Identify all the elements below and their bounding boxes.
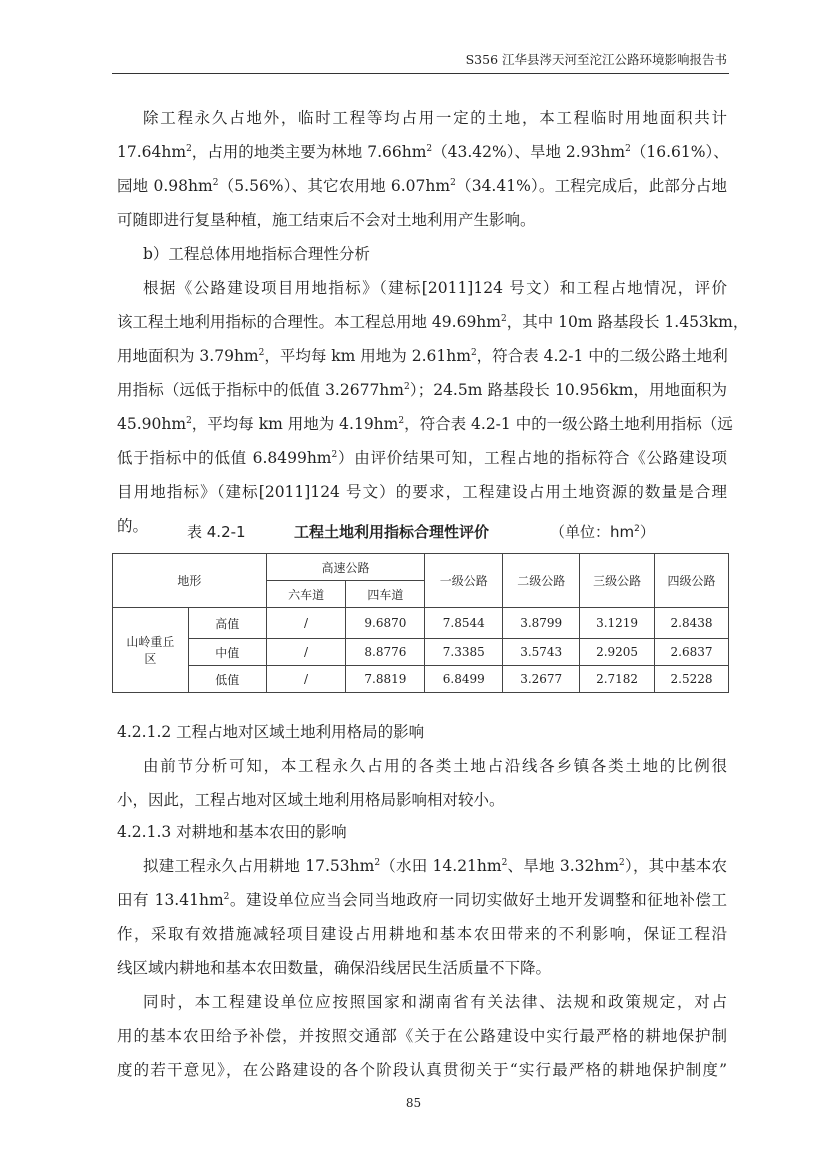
text-line [117, 890, 727, 910]
text-run: 用地面积为 3.79hm [117, 347, 259, 365]
row-label: 低值 [188, 666, 266, 693]
superscript: 2 [186, 144, 192, 154]
superscript: 2 [426, 144, 433, 154]
text-line [143, 108, 727, 128]
text-run: 45.90hm [117, 415, 187, 433]
text-run: 园地 0.98hm [117, 177, 213, 195]
superscript: 2 [625, 144, 631, 154]
cell: 2.7182 [580, 666, 655, 693]
cell: 3.2677 [503, 666, 580, 693]
text-run: ，平均每 km 用地为 4.19hm [191, 415, 399, 433]
header-six-lane: 六车道 [266, 581, 346, 608]
text-line [117, 176, 727, 196]
text-line [117, 482, 727, 502]
text-run: ，其中 10m 路基段长 1.453km， [506, 313, 749, 331]
cell: 3.5743 [503, 639, 580, 666]
text-line [117, 210, 727, 230]
text-run: 由前节分析可知，本工程永久占用的各类土地占沿线各乡镇各类土地的比例很 [143, 757, 727, 775]
cell: 3.1219 [580, 608, 655, 639]
cell: 6.8499 [425, 666, 503, 693]
text-run: 小，因此，工程占地对区域土地利用格局影响相对较小。 [117, 791, 505, 809]
text-run: ，占用的地类主要为林地 7.66hm [191, 143, 427, 161]
header-grade1: 一级公路 [425, 554, 503, 608]
text-run: 作，采取有效措施减轻项目建设占用耕地和基本农田带来的不利影响，保证工程沿 [117, 925, 727, 943]
cell: 8.8776 [346, 639, 425, 666]
text-line [117, 312, 749, 332]
cell: 2.9205 [580, 639, 655, 666]
text-run: 拟建工程永久占用耕地 17.53hm [143, 857, 375, 875]
page-number: 85 [405, 1096, 422, 1110]
text-run: 的。 [117, 517, 149, 535]
text-run: （34.41%）。工程完成后，此部分占地 [455, 177, 727, 195]
text-run: 。建设单位应当会同当地政府一同切实做好土地开发调整和征地补偿工 [229, 891, 727, 909]
table-title: 工程土地利用指标合理性评价 [294, 523, 490, 541]
text-line [143, 244, 727, 264]
row-label: 高值 [188, 608, 266, 639]
header-grade4: 四级公路 [655, 554, 729, 608]
superscript: 2 [212, 178, 219, 188]
text-line [117, 142, 727, 162]
header-terrain: 地形 [113, 554, 267, 608]
text-run: 线区域内耕地和基本农田数量，确保沿线居民生活质量不下降。 [117, 959, 552, 977]
row-label: 中值 [188, 639, 266, 666]
cell: 2.5228 [655, 666, 729, 693]
cell: 2.8438 [655, 608, 729, 639]
running-header: S356 江华县涔天河至沱江公路环境影响报告书 [465, 52, 727, 67]
header-expressway: 高速公路 [266, 554, 425, 581]
cell: 2.6837 [655, 639, 729, 666]
text-run: 用的基本农田给予补偿，并按照交通部《关于在公路建设中实行最严格的耕地保护制 [117, 1027, 727, 1045]
text-run: 目用地指标》（建标[2011]124 号文）的要求，工程建设占用土地资源的数量是合理 [117, 483, 727, 501]
text-line [117, 722, 727, 742]
superscript: 2 [374, 858, 381, 868]
text-run: 4.2.1.2 工程占地对区域土地利用格局的影响 [117, 723, 425, 741]
text-run: ，平均每 km 用地为 2.61hm [264, 347, 471, 365]
text-run: 17.64hm [117, 143, 187, 161]
superscript: 2 [501, 858, 508, 868]
text-line [143, 278, 727, 298]
text-line [117, 346, 727, 366]
text-run: ）由评价结果可知，工程占地的指标符合《公路建设项 [337, 449, 727, 467]
superscript: 2 [470, 348, 477, 358]
cell: 7.8544 [425, 608, 503, 639]
text-run: ），其中基本农 [624, 857, 728, 875]
text-run: 该工程土地利用指标的合理性。本工程总用地 49.69hm [117, 313, 501, 331]
text-run: 同时，本工程建设单位应按照国家和湖南省有关法律、法规和政策规定，对占 [143, 993, 727, 1011]
cell: 9.6870 [346, 608, 425, 639]
table-number: 表 4.2-1 [187, 523, 246, 541]
text-line [117, 822, 727, 842]
text-run: （水田 14.21hm [380, 857, 502, 875]
text-run: 田有 13.41hm [117, 891, 224, 909]
superscript: 2 [223, 892, 230, 902]
text-run: （43.42%）、旱地 2.93hm [432, 143, 626, 161]
text-run: （16.61%）、 [630, 143, 729, 161]
text-line [117, 790, 727, 810]
superscript: 2 [450, 178, 456, 188]
header-grade2: 二级公路 [503, 554, 580, 608]
cell: / [266, 666, 346, 693]
superscript: 2 [258, 348, 265, 358]
land-use-index-table [112, 553, 729, 693]
cell: / [266, 639, 346, 666]
cell: 3.8799 [503, 608, 580, 639]
text-line [117, 958, 727, 978]
text-run: ，符合表 4.2-1 中的二级公路土地利 [476, 347, 728, 365]
text-run: 用指标（远低于指标中的低值 3.2677hm [117, 381, 404, 399]
text-line [143, 992, 727, 1012]
superscript: 2 [331, 450, 338, 460]
superscript: 2 [186, 416, 192, 426]
text-line [117, 1026, 727, 1046]
text-run: ，符合表 4.2-1 中的一级公路土地利用指标（远 [404, 415, 733, 433]
cell: / [266, 608, 346, 639]
header-four-lane: 四车道 [346, 581, 425, 608]
superscript: 2 [403, 382, 410, 392]
header-grade3: 三级公路 [580, 554, 655, 608]
cell: 7.3385 [425, 639, 503, 666]
text-line [117, 380, 727, 400]
text-run: 除工程永久占地外，临时工程等均占用一定的土地，本工程临时用地面积共计 [143, 109, 727, 127]
text-run: （5.56%）、其它农用地 6.07hm [218, 177, 451, 195]
cell: 7.8819 [346, 666, 425, 693]
text-run: ）；24.5m 路基段长 10.956km，用地面积为 [409, 381, 727, 399]
text-run: 低于指标中的低值 6.8499hm [117, 449, 332, 467]
superscript: 2 [398, 416, 405, 426]
text-line [143, 756, 727, 776]
text-run: 度的若干意见》，在公路建设的各个阶段认真贯彻关于“实行最严格的耕地保护制度” [117, 1061, 727, 1079]
table-unit: （单位：$hm^2$） [550, 523, 655, 541]
text-line [117, 1060, 727, 1080]
header-rule [112, 73, 729, 74]
text-run: b）工程总体用地指标合理性分析 [143, 245, 370, 263]
text-line [117, 414, 733, 434]
text-line [117, 448, 727, 468]
text-run: 4.2.1.3 对耕地和基本农田的影响 [117, 823, 347, 841]
superscript: 2 [500, 314, 507, 324]
text-run: 根据《公路建设项目用地指标》（建标[2011]124 号文）和工程占地情况，评价 [143, 279, 727, 297]
superscript: 2 [619, 858, 625, 868]
text-line [143, 856, 727, 876]
text-run: 可随即进行复垦种植，施工结束后不会对土地利用产生影响。 [117, 211, 536, 229]
region-cell: 山岭重丘区 [113, 608, 189, 693]
text-run: 、旱地 3.32hm [507, 857, 620, 875]
text-line [117, 924, 727, 944]
